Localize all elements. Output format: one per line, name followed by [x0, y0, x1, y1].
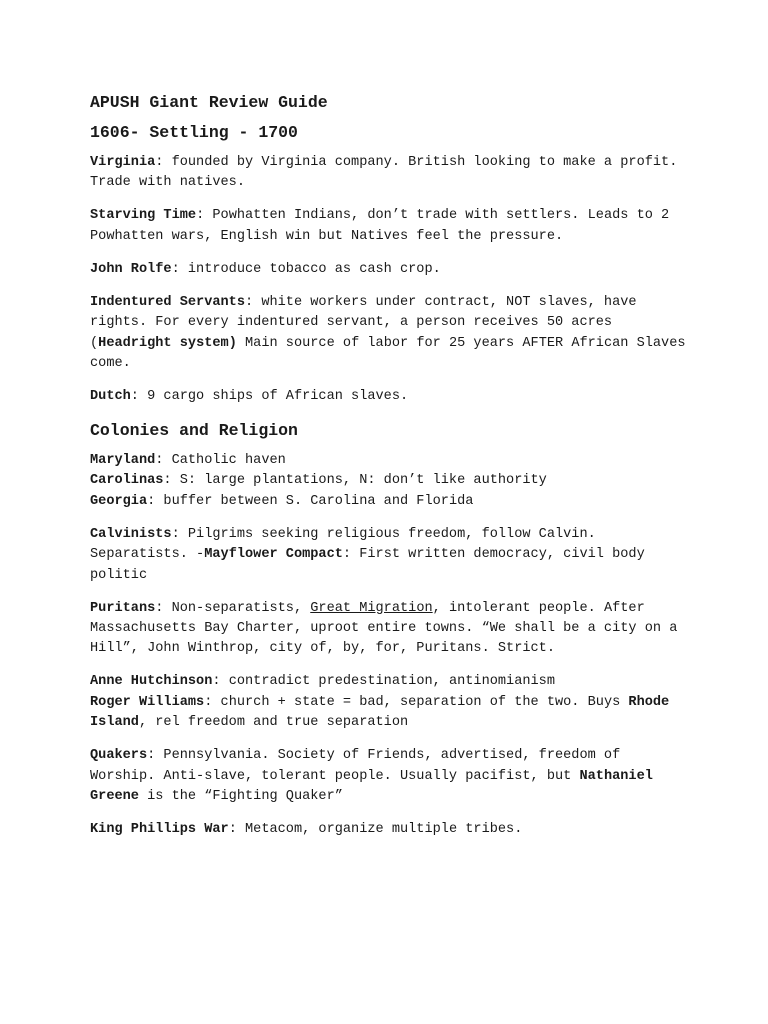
- term-puritans: Puritans: [90, 600, 156, 616]
- entry-john-rolfe: [90, 260, 690, 280]
- entry-starving-time: [90, 206, 690, 247]
- desc-starving-time: : Powhatten Indians, don’t trade with settlers. Leads to 2 Powhatten wars, English win but Natives feel the pressure.: [90, 208, 678, 244]
- term-mayflower-compact: Mayflower Compact: [204, 547, 343, 563]
- section-heading-colonies-religion: Colonies and Religion: [90, 421, 298, 441]
- desc-maryland: : Catholic haven: [155, 453, 286, 469]
- entry-dutch: [90, 387, 690, 407]
- entry-carolinas: [90, 471, 690, 491]
- entry-calvinists: [90, 525, 690, 586]
- term-georgia: Georgia: [90, 493, 148, 509]
- term-king-phillips-war: King Phillips War: [90, 822, 229, 838]
- desc-anne-hutchinson: : contradict predestination, antinomianism: [212, 674, 555, 690]
- entry-quakers: [90, 746, 690, 807]
- term-maryland: Maryland: [90, 453, 156, 469]
- term-dutch: Dutch: [90, 389, 131, 405]
- desc-king-phillips-war: : Metacom, organize multiple tribes.: [228, 822, 523, 838]
- term-calvinists: Calvinists: [90, 526, 172, 542]
- desc-indentured-servants-a: : white workers under contract, NOT slaves, have rights. For every indentured servant, a person receives 50 acres (: [90, 294, 645, 351]
- section-heading-settling: 1606- Settling - 1700: [90, 123, 298, 142]
- term-anne-hutchinson: Anne Hutchinson: [90, 674, 213, 690]
- desc-carolinas: : S: large plantations, N: don’t like authority: [163, 473, 547, 489]
- term-roger-williams: Roger Williams: [90, 694, 205, 710]
- entry-virginia: [90, 153, 690, 194]
- entry-roger-williams: [90, 693, 690, 734]
- desc-quakers-b: is the “Fighting Quaker”: [138, 789, 343, 805]
- desc-georgia: : buffer between S. Carolina and Florida: [147, 493, 474, 509]
- entry-anne-hutchinson: [90, 672, 690, 692]
- term-indentured-servants: Indentured Servants: [90, 294, 245, 310]
- desc-quakers-a: : Pennsylvania. Society of Friends, advertised, freedom of Worship. Anti-slave, tolerant people. Usually pacifist, but: [90, 748, 629, 784]
- desc-roger-williams-a: : church + state = bad, separation of the two. Buys: [204, 694, 629, 710]
- desc-calvinists-b: : First written democracy, civil body politic: [90, 547, 653, 583]
- desc-john-rolfe: : introduce tobacco as cash crop.: [171, 261, 441, 277]
- entry-indentured-servants: [90, 293, 694, 375]
- term-nathaniel-greene: Nathaniel Greene: [90, 768, 662, 805]
- desc-dutch: : 9 cargo ships of African slaves.: [130, 389, 409, 405]
- desc-puritans-a: : Non-separatists,: [155, 600, 311, 616]
- term-virginia: Virginia: [90, 155, 156, 170]
- entry-king-phillips-war: [90, 820, 690, 840]
- entry-maryland: [90, 451, 690, 471]
- entry-puritans: [90, 599, 690, 660]
- desc-puritans-b: , intolerant people. After Massachusetts Bay Charter, uproot entire towns. “We shall be a city on a Hill”, John Winthrop, city of, by, for, Puritans. Strict.: [90, 600, 686, 657]
- desc-virginia: : founded by Virginia company. British looking to make a profit. Trade with natives.: [90, 155, 686, 191]
- desc-roger-williams-b: , rel freedom and true separation: [138, 715, 409, 731]
- document-page: [90, 92, 694, 853]
- document-title: APUSH Giant Review Guide: [90, 93, 328, 112]
- desc-indentured-servants-b: Main source of labor for 25 years AFTER African Slaves come.: [90, 335, 694, 372]
- term-quakers: Quakers: [90, 748, 148, 764]
- term-headright-system: Headright system): [98, 335, 237, 351]
- term-rhode-island: Rhode Island: [90, 694, 678, 731]
- term-great-migration: Great Migration: [310, 600, 433, 616]
- term-john-rolfe: John Rolfe: [90, 261, 172, 277]
- term-starving-time: Starving Time: [90, 208, 197, 224]
- term-carolinas: Carolinas: [90, 473, 164, 489]
- desc-calvinists-a: : Pilgrims seeking religious freedom, follow Calvin. Separatists. -: [90, 526, 604, 563]
- entry-georgia: [90, 492, 690, 512]
